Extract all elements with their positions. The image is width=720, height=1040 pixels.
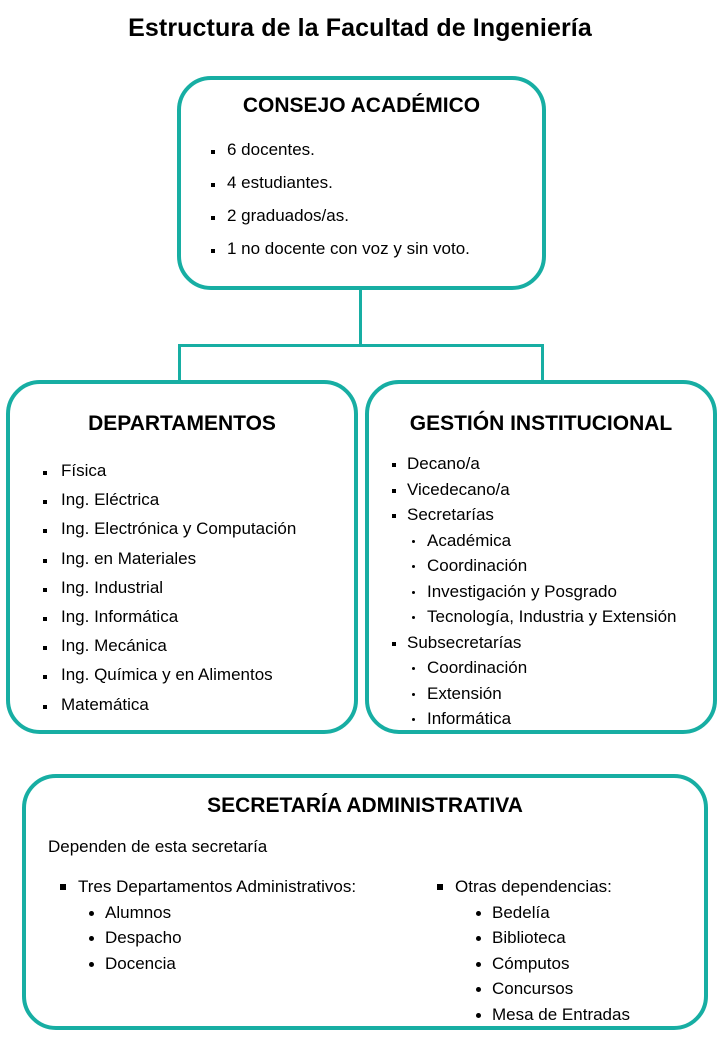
secretaria-administrativa-box: [22, 774, 708, 1030]
list-item: Biblioteca: [473, 928, 630, 953]
list-item: Cómputos: [473, 954, 630, 979]
page-title: Estructura de la Facultad de Ingeniería: [128, 14, 592, 42]
list-item: Ing. Mecánica: [40, 636, 296, 665]
list-item: Ing. Informática: [40, 607, 296, 636]
secretaria-administrativa-title: SECRETARÍA ADMINISTRATIVA: [207, 794, 523, 817]
list-subitem: Extensión: [389, 684, 676, 710]
consejo-academico-list: [207, 140, 470, 272]
list-item: 4 estudiantes.: [207, 173, 470, 206]
departamentos-title: DEPARTAMENTOS: [88, 412, 276, 435]
list-subitem: Coordinación: [389, 556, 676, 582]
list-subitem: Tecnología, Industria y Extensión: [389, 607, 676, 633]
list-subitem: Informática: [389, 709, 676, 735]
list-item: Secretarías: [389, 505, 676, 531]
consejo-academico-title: CONSEJO ACADÉMICO: [242, 94, 481, 117]
left-column-list: [86, 903, 182, 979]
list-item: Vicedecano/a: [389, 480, 676, 506]
right-column-list: [473, 903, 630, 1030]
list-item: Ing. Industrial: [40, 578, 296, 607]
list-item: Ing. Química y en Alimentos: [40, 665, 296, 694]
connector-right-drop: [541, 344, 544, 382]
list-subitem: Coordinación: [389, 658, 676, 684]
gestion-institucional-box: [365, 380, 717, 734]
left-column-heading: Tres Departamentos Administrativos:: [58, 877, 356, 897]
list-item: Ing. Electrónica y Computación: [40, 519, 296, 548]
departamentos-box: [6, 380, 358, 734]
list-item: Matemática: [40, 695, 296, 724]
list-item: Bedelía: [473, 903, 630, 928]
list-item: Decano/a: [389, 454, 676, 480]
list-item: 6 docentes.: [207, 140, 470, 173]
gestion-institucional-list: [389, 454, 676, 735]
list-item: Alumnos: [86, 903, 182, 928]
list-subitem: Académica: [389, 531, 676, 557]
gestion-institucional-title: GESTIÓN INSTITUCIONAL: [409, 412, 673, 435]
list-item: 2 graduados/as.: [207, 206, 470, 239]
connector-left-drop: [178, 344, 181, 382]
list-subitem: Investigación y Posgrado: [389, 582, 676, 608]
list-item: 1 no docente con voz y sin voto.: [207, 239, 470, 272]
right-column-heading: Otras dependencias:: [435, 877, 612, 897]
departamentos-list: [40, 461, 296, 724]
list-item: Física: [40, 461, 296, 490]
list-item: Mesa de Entradas: [473, 1005, 630, 1030]
consejo-academico-box: [177, 76, 546, 290]
list-item: Despacho: [86, 928, 182, 953]
connector-vertical-top: [359, 288, 362, 346]
connector-horizontal: [178, 344, 544, 347]
secretaria-intro-text: Dependen de esta secretaría: [48, 837, 268, 856]
list-item: Docencia: [86, 954, 182, 979]
list-item: Ing. Eléctrica: [40, 490, 296, 519]
list-item: Subsecretarías: [389, 633, 676, 659]
list-item: Concursos: [473, 979, 630, 1004]
list-item: Ing. en Materiales: [40, 549, 296, 578]
